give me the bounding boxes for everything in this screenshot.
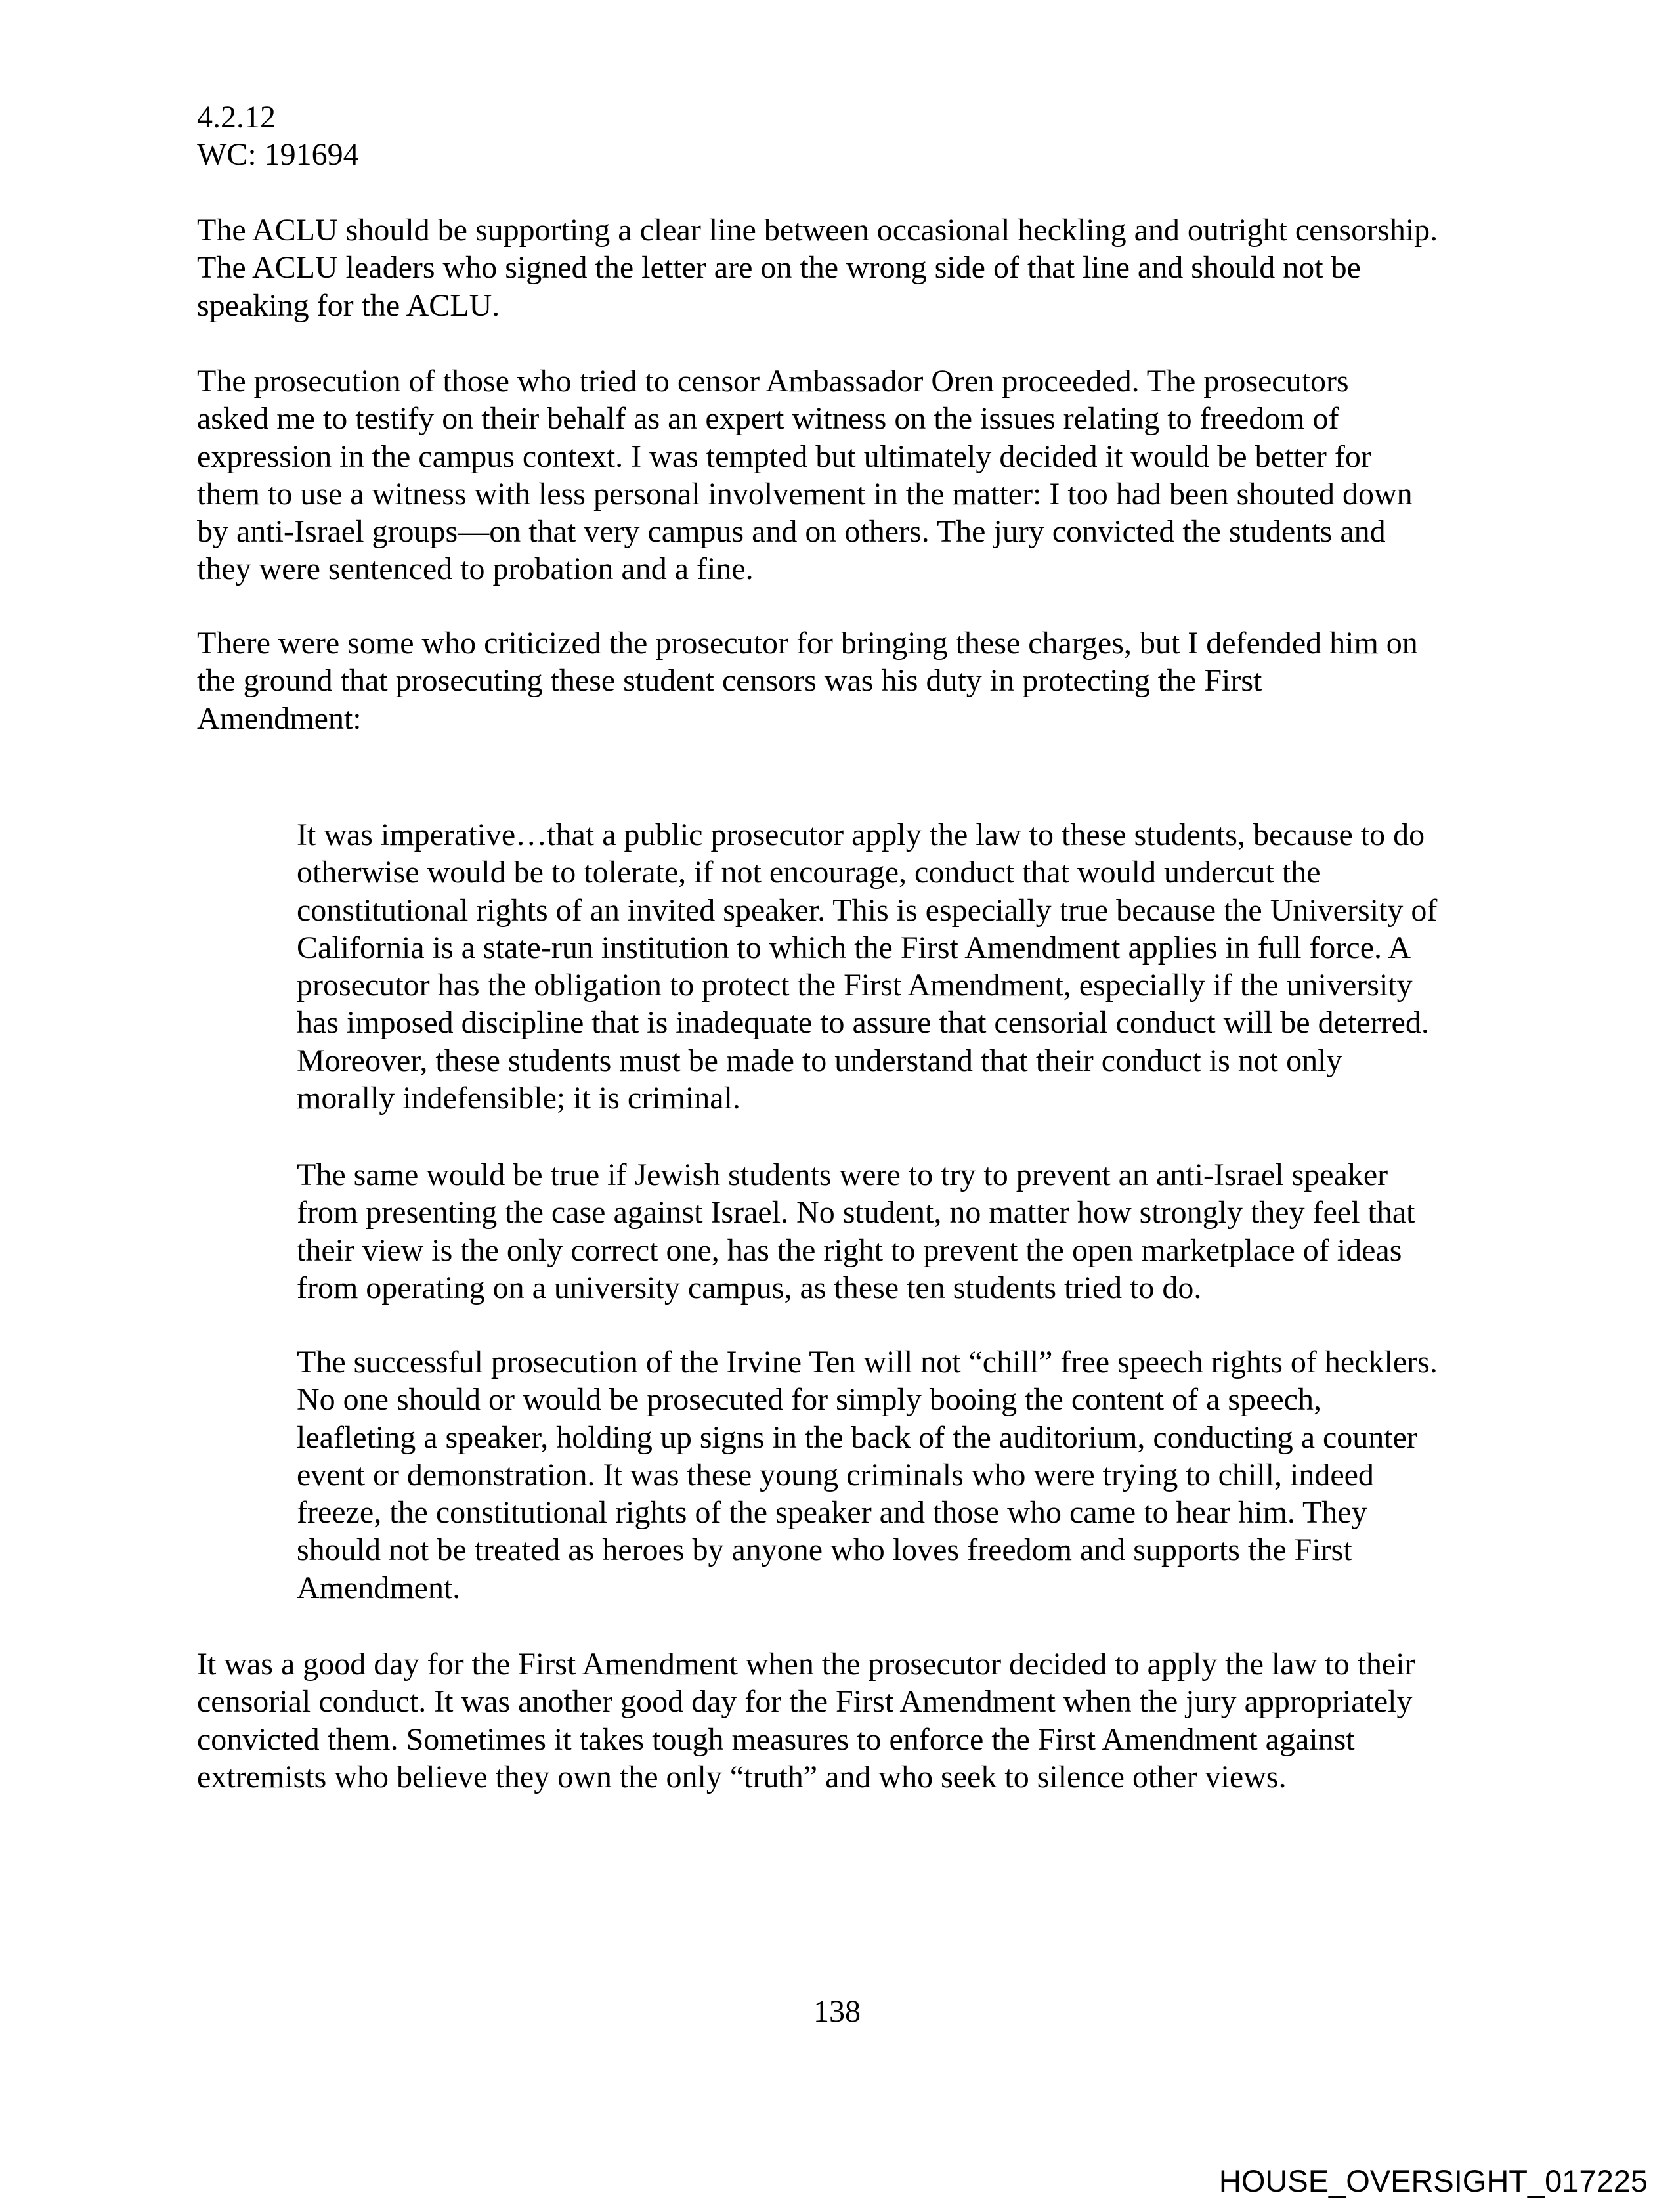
page-number: 138 <box>813 1994 861 2029</box>
text-line: It was a good day for the First Amendment when the prosecutor decided to apply the law to their <box>197 1647 1415 1681</box>
quote-line: It was imperative…that a public prosecutor apply the law to these students, because to do <box>297 817 1425 852</box>
text-line: convicted them. Sometimes it takes tough measures to enforce the First Amendment against <box>197 1722 1355 1757</box>
paragraph-aclu-line <box>197 211 1438 324</box>
quote-line: otherwise would be to tolerate, if not encourage, conduct that would undercut the <box>297 855 1321 890</box>
quote-line: leafleting a speaker, holding up signs in the back of the auditorium, conducting a counter <box>297 1420 1417 1455</box>
quote-line: constitutional rights of an invited speaker. This is especially true because the University of <box>297 892 1438 928</box>
text-line: The ACLU leaders who signed the letter are on the wrong side of that line and should not be <box>197 250 1361 286</box>
text-line: they were sentenced to probation and a fine. <box>197 552 754 587</box>
block-quote-same-true <box>297 1156 1415 1307</box>
quote-line: prosecutor has the obligation to protect the First Amendment, especially if the university <box>297 968 1413 1003</box>
quote-line: event or demonstration. It was these young criminals who were trying to chill, indeed <box>297 1457 1374 1492</box>
quote-line: California is a state-run institution to which the First Amendment applies in full force. A <box>297 930 1411 965</box>
quote-line: The same would be true if Jewish students were to try to prevent an anti-Israel speaker <box>297 1158 1388 1192</box>
quote-line: from operating on a university campus, as these ten students tried to do. <box>297 1270 1202 1305</box>
word-count: WC: 191694 <box>197 137 359 173</box>
paragraph-defended-prosecutor <box>197 624 1418 737</box>
draft-date: 4.2.12 <box>197 100 276 135</box>
text-line: The prosecution of those who tried to censor Ambassador Oren proceeded. The prosecutors <box>197 364 1349 399</box>
paragraph-good-day <box>197 1645 1415 1796</box>
bates-number: HOUSE_OVERSIGHT_017225 <box>1218 2163 1648 2198</box>
quote-line: freeze, the constitutional rights of the speaker and those who came to hear him. They <box>297 1495 1367 1530</box>
text-line: by anti-Israel groups—on that very campus and on others. The jury convicted the students and <box>197 514 1386 550</box>
quote-line: from presenting the case against Israel. No student, no matter how strongly they feel that <box>297 1195 1415 1230</box>
document-header <box>197 98 359 174</box>
quote-line: should not be treated as heroes by anyone who loves freedom and supports the First <box>297 1532 1352 1568</box>
text-line: censorial conduct. It was another good day for the First Amendment when the jury appropriately <box>197 1684 1413 1720</box>
text-line: asked me to testify on their behalf as an expert witness on the issues relating to freedom of <box>197 401 1339 437</box>
text-line: them to use a witness with less personal involvement in the matter: I too had been shouted down <box>197 476 1413 511</box>
text-line: There were some who criticized the prosecutor for bringing these charges, but I defended him on <box>197 626 1418 661</box>
text-line: speaking for the ACLU. <box>197 288 500 323</box>
block-quote-irvine-ten <box>297 1343 1438 1607</box>
block-quote-imperative <box>297 816 1437 1117</box>
text-line: The ACLU should be supporting a clear line between occasional heckling and outright censorship. <box>197 213 1438 248</box>
text-line: Amendment: <box>197 701 362 736</box>
quote-line: their view is the only correct one, has the right to prevent the open marketplace of ideas <box>297 1232 1402 1268</box>
paragraph-prosecution <box>197 362 1413 588</box>
text-line: the ground that prosecuting these student censors was his duty in protecting the First <box>197 663 1262 699</box>
quote-line: Moreover, these students must be made to understand that their conduct is not only <box>297 1043 1342 1078</box>
text-line: extremists who believe they own the only “truth” and who seek to silence other views. <box>197 1759 1287 1794</box>
quote-line: No one should or would be prosecuted for simply booing the content of a speech, <box>297 1382 1321 1418</box>
quote-line: Amendment. <box>297 1570 461 1605</box>
quote-line: morally indefensible; it is criminal. <box>297 1081 740 1116</box>
quote-line: has imposed discipline that is inadequate to assure that censorial conduct will be deterred. <box>297 1005 1429 1041</box>
text-line: expression in the campus context. I was tempted but ultimately decided it would be better for <box>197 439 1371 474</box>
quote-line: The successful prosecution of the Irvine Ten will not “chill” free speech rights of hecklers. <box>297 1345 1438 1379</box>
